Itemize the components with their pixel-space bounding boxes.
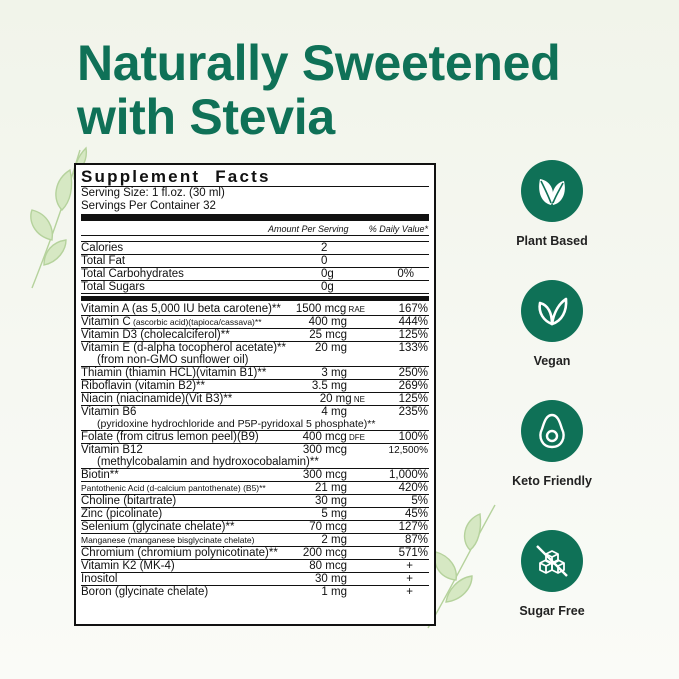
nutrient-name: Niacin (niacinamide)(Vit B3)**	[81, 393, 233, 405]
nutrient-name: Chromium (chromium polynicotinate)**	[81, 547, 278, 559]
nutrient-amount: 400 mg	[308, 316, 347, 328]
column-header-row	[81, 223, 429, 236]
nutrient-name: Pantothenic Acid (d-calcium pantothenate) (B5)**	[81, 483, 266, 493]
nutrient-name: Boron (glycinate chelate)	[81, 586, 209, 598]
nutrient-name: Vitamin E (d-alpha tocopherol acetate)**	[81, 342, 286, 354]
macro-row	[81, 268, 429, 281]
nutrient-daily-value: 133%	[398, 342, 428, 354]
headline	[77, 36, 560, 144]
macro-name: Total Carbohydrates	[81, 268, 184, 280]
nutrient-row	[81, 444, 429, 469]
nutrient-daily-value: 1,000%	[388, 469, 428, 481]
nutrient-amount: 21 mg	[315, 482, 347, 494]
macro-row	[81, 242, 429, 255]
nutrient-name-line2: (from non-GMO sunflower oil)	[97, 354, 249, 366]
nutrient-daily-value: 100%	[398, 431, 428, 443]
nutrient-daily-value: 87%	[404, 534, 428, 546]
macro-name: Calories	[81, 242, 124, 254]
avocado-icon	[521, 400, 583, 462]
macro-amount: 0g	[321, 281, 334, 293]
nutrient-row	[81, 482, 429, 495]
nutrient-name: Riboflavin (vitamin B2)**	[81, 380, 205, 392]
nutrient-row	[81, 586, 429, 599]
nutrient-amount: 300 mcg	[302, 444, 347, 456]
daily-value-header: % Daily Value*	[368, 224, 428, 234]
nutrient-name: Vitamin B12	[81, 444, 143, 456]
nutrient-row	[81, 495, 429, 508]
nutrient-amount: 30 mg	[315, 573, 347, 585]
nutrient-daily-value: 5%	[411, 495, 428, 507]
macro-amount: 2	[321, 242, 328, 254]
nutrient-row	[81, 380, 429, 393]
badge-sugar-free	[507, 530, 597, 618]
nutrient-amount: 5 mg	[321, 508, 347, 520]
headline-line-1: Naturally Sweetened	[77, 35, 561, 91]
supplement-facts-panel	[74, 163, 436, 626]
nutrient-amount: 1 mg	[321, 586, 347, 598]
nutrient-amount: 25 mcg	[309, 329, 347, 341]
macro-daily-value: 0%	[397, 268, 414, 280]
badge-label: Plant Based	[516, 234, 588, 248]
nutrient-daily-value: 235%	[398, 406, 428, 418]
nutrient-daily-value: 250%	[398, 367, 428, 379]
nutrient-name-line2: (methylcobalamin and hydroxocobalamin)**	[97, 456, 319, 468]
macro-row	[81, 255, 429, 268]
nutrient-row	[81, 573, 429, 586]
nutrients-list	[81, 303, 429, 599]
nutrient-amount: 3 mg	[321, 367, 347, 379]
badge-keto-friendly	[507, 400, 597, 488]
macro-name: Total Sugars	[81, 281, 145, 293]
nutrient-name: Folate (from citrus lemon peel)(B9)	[81, 431, 259, 443]
nutrient-daily-value: 127%	[398, 521, 428, 533]
nutrient-name: Vitamin A (as 5,000 IU beta carotene)**	[81, 303, 281, 315]
servings-per-container: Servings Per Container 32	[81, 199, 216, 212]
nutrient-row	[81, 508, 429, 521]
nutrient-name: Inositol	[81, 573, 118, 585]
nutrient-daily-value: +	[406, 573, 413, 585]
nutrient-name: Vitamin D3 (cholecalciferol)**	[81, 329, 230, 341]
nutrient-amount: 30 mg	[315, 495, 347, 507]
sprout-icon	[521, 280, 583, 342]
nutrient-name: Selenium (glycinate chelate)**	[81, 521, 235, 533]
nutrient-amount: 300 mcg	[302, 469, 347, 481]
macro-row	[81, 281, 429, 294]
nutrient-daily-value: 12,500%	[388, 445, 428, 456]
nutrient-row	[81, 406, 429, 431]
nutrient-row	[81, 329, 429, 342]
macro-amount: 0g	[321, 268, 334, 280]
nutrient-row	[81, 534, 429, 547]
sugar-cubes-crossed-icon	[521, 530, 583, 592]
nutrient-name: Zinc (picolinate)	[81, 508, 163, 520]
nutrient-name: Biotin**	[81, 469, 119, 481]
nutrient-row	[81, 367, 429, 380]
nutrient-name-line2: (pyridoxine hydrochloride and P5P-pyridoxal 5 phosphate)**	[97, 418, 376, 430]
nutrient-name: Vitamin B6	[81, 406, 137, 418]
nutrient-amount: 3.5 mg	[311, 380, 347, 392]
nutrient-row	[81, 560, 429, 573]
nutrient-amount: 1500 mcg RAE	[295, 303, 365, 315]
macros-list	[81, 242, 429, 294]
nutrient-row	[81, 547, 429, 560]
nutrient-daily-value: 420%	[398, 482, 428, 494]
nutrient-amount: 70 mcg	[309, 521, 347, 533]
nutrient-daily-value: +	[406, 586, 413, 598]
nutrient-daily-value: 571%	[398, 547, 428, 559]
nutrient-amount: 400 mcg DFE	[302, 431, 365, 443]
badge-label: Keto Friendly	[512, 474, 592, 488]
macro-amount: 0	[321, 255, 328, 267]
nutrient-name: Choline (bitartrate)	[81, 495, 177, 507]
nutrient-amount: 80 mcg	[309, 560, 347, 572]
nutrient-daily-value: 125%	[398, 329, 428, 341]
nutrient-row	[81, 342, 429, 367]
badge-label: Sugar Free	[519, 604, 585, 618]
nutrient-name: Thiamin (thiamin HCL)(vitamin B1)**	[81, 367, 267, 379]
nutrient-row	[81, 521, 429, 534]
nutrient-amount: 2 mg	[321, 534, 347, 546]
nutrient-row	[81, 303, 429, 316]
nutrient-amount: 20 mg NE	[319, 393, 365, 405]
badge-vegan	[507, 280, 597, 368]
macro-name: Total Fat	[81, 255, 126, 267]
panel-title: Supplement Facts	[81, 168, 429, 187]
nutrient-row	[81, 393, 429, 406]
amount-per-serving-header: Amount Per Serving	[268, 224, 349, 234]
nutrient-name: Vitamin C (ascorbic acid)(tapioca/cassava)**	[81, 316, 262, 328]
nutrient-amount: 4 mg	[321, 406, 347, 418]
nutrient-name: Vitamin K2 (MK-4)	[81, 560, 175, 572]
nutrient-daily-value: 269%	[398, 380, 428, 392]
nutrient-row	[81, 431, 429, 444]
nutrient-daily-value: 444%	[398, 316, 428, 328]
divider-thick	[81, 214, 429, 221]
divider-mid	[81, 296, 429, 301]
nutrient-name: Manganese (manganese bisglycinate chelate)	[81, 535, 255, 545]
nutrient-daily-value: +	[406, 560, 413, 572]
serving-size: Serving Size: 1 fl.oz. (30 ml)	[81, 187, 225, 199]
nutrient-daily-value: 167%	[398, 303, 428, 315]
nutrient-row	[81, 469, 429, 482]
nutrient-row	[81, 316, 429, 329]
nutrient-daily-value: 45%	[404, 508, 428, 520]
nutrient-amount: 200 mcg	[302, 547, 347, 559]
leaves-icon	[521, 160, 583, 222]
nutrient-daily-value: 125%	[398, 393, 428, 405]
headline-line-2: with Stevia	[77, 89, 335, 145]
badge-plant-based	[507, 160, 597, 248]
badge-label: Vegan	[533, 354, 571, 368]
nutrient-amount: 20 mg	[315, 342, 347, 354]
